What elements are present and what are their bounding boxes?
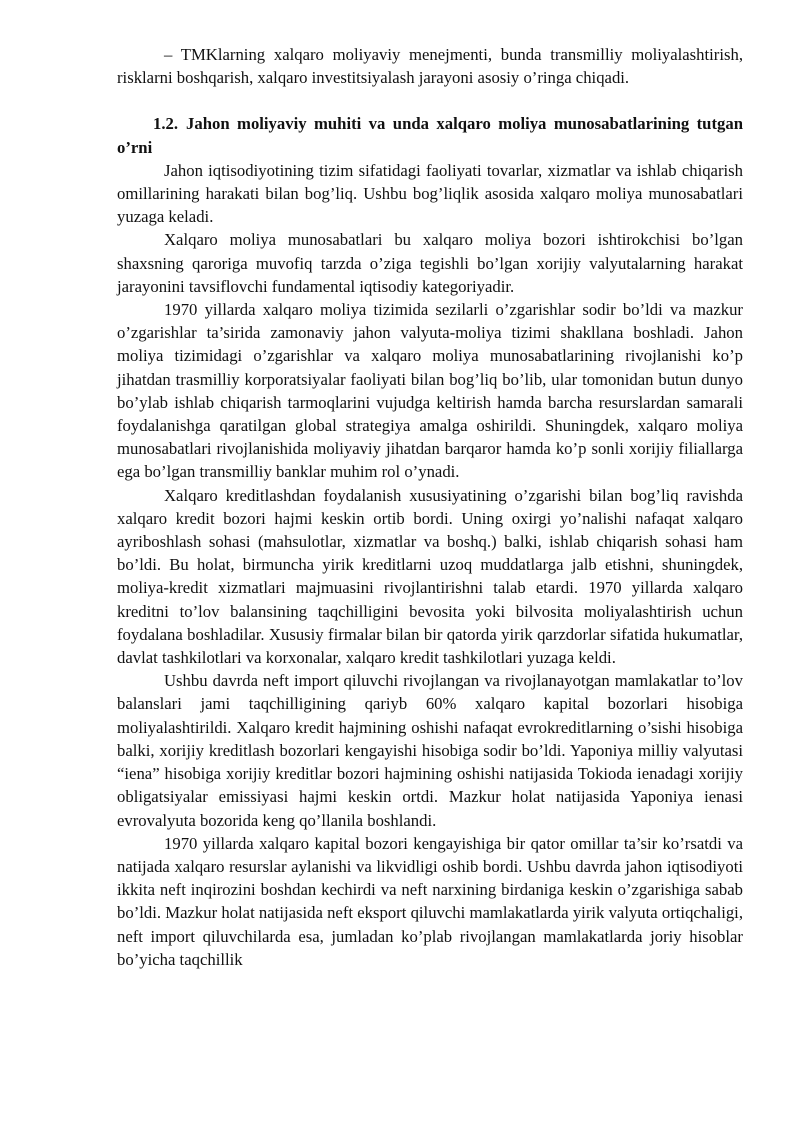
section-title: Jahon moliyaviy muhiti va unda xalqaro moliya munosabatlarining tutgan o’rni: [117, 114, 743, 157]
body-paragraph: 1970 yillarda xalqaro moliya tizimida sezilarli o’zgarishlar sodir bo’ldi va mazkur o’zgarishlar ta’sirida zamonaviy jahon valyuta-moliya tizimi shakllana boshladi. Jahon moliya tizimidagi o’zgarishlar va xalqaro moliya munosabatlarining rivojlanishi ko’p jihatdan trasmilliy korporatsiyalar faoliyati bilan bog’liq bo’lib, ular tomonidan butun dunyo bo’ylab ishlab chiqarish tarmoqlarini vujudga keltirish hamda barcha resurslardan samarali foydalanishga qaratilgan global strategiya amalga oshirildi. Shuningdek, xalqaro moliya munosabatlari rivojlanishida moliyaviy jihatdan barqaror hamda ko’p sonli xorijiy filiallarga ega bo’lgan transmilliy banklar muhim rol o’ynadi.: [117, 300, 743, 482]
body-paragraph: 1970 yillarda xalqaro kapital bozori kengayishiga bir qator omillar ta’sir ko’rsatdi va natijada xalqaro resurslar aylanishi va likvidligi oshib bordi. Ushbu davrda jahon iqtisodiyoti ikkita neft inqirozini boshdan kechirdi va neft narxining birdaniga keskin o’zgarishiga sabab bo’ldi. Mazkur holat natijasida neft eksport qiluvchi mamlakatlarda yirik valyuta ortiqchaligi, neft import qiluvchilarda esa, jumladan ko’plab rivojlangan mamlakatlarda joriy hisoblar bo’yicha taqchillik: [117, 833, 743, 969]
section-heading: [117, 112, 743, 158]
body-paragraph: Xalqaro kreditlashdan foydalanish xususiyatining o’zgarishi bilan bog’liq ravishda xalqaro kredit bozori hajmi keskin ortib bordi. Uning oxirgi yo’nalishi nafaqat xalqaro ayriboshlash sohasi (mahsulotlar, xizmatlar va boshq.) balki, ishlab chiqarish sohasi ham bo’ldi. Bu holat, birmuncha yirik kreditlarni uzoq muddatlarga jalb etishni, shuningdek, moliya-kredit xizmatlari majmuasini rivojlantirishni talab etardi. 1970 yillarda xalqaro kreditni to’lov balansining taqchilligini bevosita yoki bilvosita moliyalashtirish uchun foydalana boshladilar. Xususiy firmalar bilan bir qatorda yirik qarzdorlar sifatida hukumatlar, davlat tashkilotlari va korxonalar, xalqaro kredit tashkilotlari yuzaga keldi.: [117, 485, 743, 668]
document-page: [117, 43, 743, 971]
paragraph-spacer: [117, 89, 743, 112]
body-paragraph: Xalqaro moliya munosabatlari bu xalqaro moliya bozori ishtirokchisi bo’lgan shaxsning qaroriga muvofiq tarzda o’ziga tegishli bo’lgan xorijiy valyutalarning harakat jarayonini tavsiflovchi fundamental iqtisodiy kategoriyadir.: [117, 230, 743, 296]
intro-paragraph: – TMKlarning xalqaro moliyaviy menejmenti, bunda transmilliy moliyalashtirish, risklarni boshqarish, xalqaro investitsiyalash jarayoni asosiy o’ringa chiqadi.: [117, 45, 743, 88]
section-number: 1.2.: [153, 114, 179, 134]
body-paragraph: Jahon iqtisodiyotining tizim sifatidagi faoliyati tovarlar, xizmatlar va ishlab chiqarish omillarining harakati bilan bog’liq. Ushbu bog’liqlik asosida xalqaro moliya munosabatlari yuzaga keladi.: [117, 160, 743, 227]
body-paragraph: Ushbu davrda neft import qiluvchi rivojlangan va rivojlanayotgan mamlakatlar to’lov balanslari jami taqchilligining qariyb 60% xalqaro kapital bozorlari hisobiga moliyalashtirildi. Xalqaro kredit hajmining oshishi nafaqat evrokreditlarning o’sishi hisobiga balki, xorijiy kreditlash bozorlari kengayishi hisobiga sodir bo’ldi. Yaponiya milliy valyutasi “iena” hisobiga xorijiy kreditlar bozori hajmining oshishi natijasida Tokioda ienadagi xorijiy obligatsiyalar emissiyasi hajmi keskin ortdi. Mazkur holat natijasida Yaponiya ienasi evrovalyuta bozorida keng qo’llanila boshlandi.: [117, 671, 743, 830]
